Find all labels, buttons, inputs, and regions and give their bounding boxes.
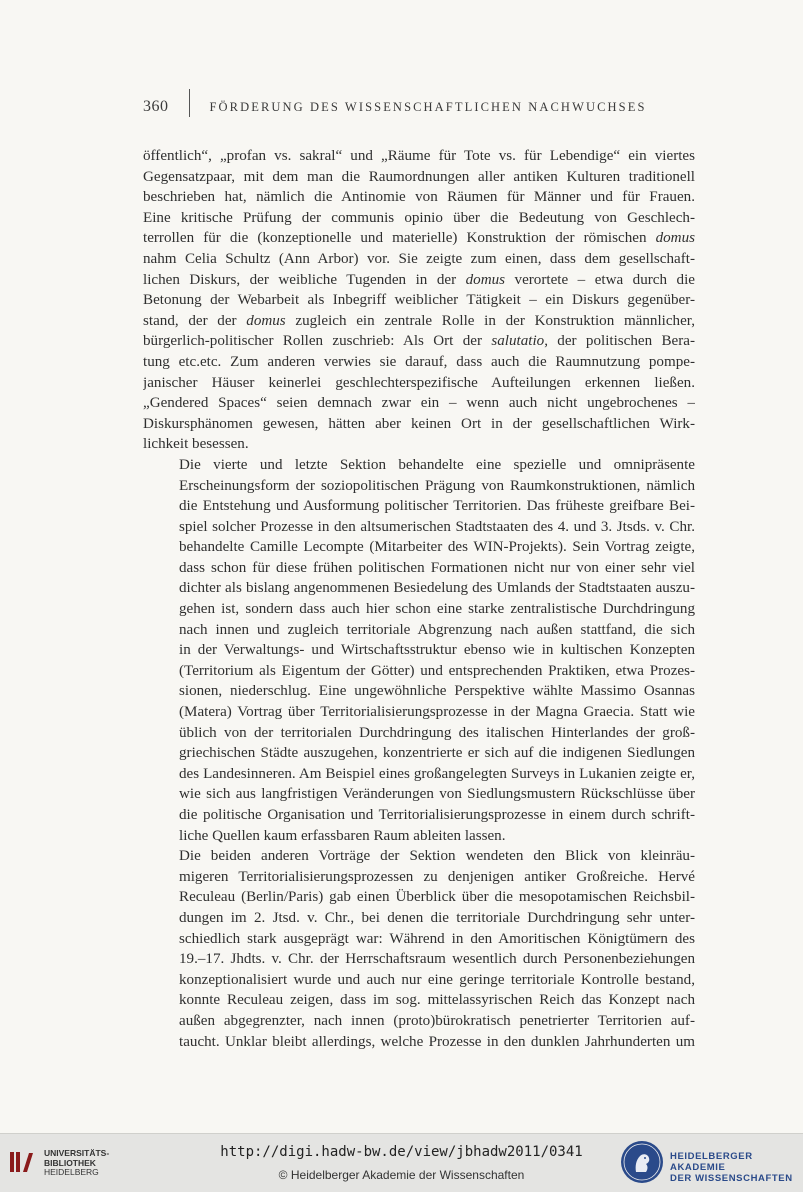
paragraph <box>143 455 695 846</box>
academy-name-line-2: DER WISSENSCHAFTEN <box>670 1173 793 1184</box>
text-line: konzeptionalisiert wurde und auch nur eine geringe territoriale Kontrolle bestand, <box>179 971 695 988</box>
paragraph <box>143 846 695 1052</box>
text-line: (Territorium als Eigentum der Götter) und entsprechenden Praktiken, etwa Prozes- <box>179 662 695 679</box>
header-divider <box>189 89 190 117</box>
text-line: Erscheinungsform der soziopolitischen Prägung von Raumkonstruktionen, nämlich <box>179 477 695 494</box>
text-line: Die beiden anderen Vorträge der Sektion wendeten den Blick von kleinräu- <box>179 848 695 865</box>
text-line: liche Quellen kaum erfassbaren Raum ableiten lassen. <box>179 827 506 844</box>
text-line: nach innen und zugleich territoriale Abgrenzung nach außen stattfand, die sich <box>179 621 695 638</box>
text-line: schiedlich stark ausgeprägt war: Während in den Amoritischen Königtümern des <box>179 930 695 947</box>
text-line: dungen im 2. Jtsd. v. Chr., bei denen die territoriale Durchdringung sehr unter- <box>179 909 695 926</box>
text-line: öffentlich“, „profan vs. sakral“ und „Räume für Tote vs. für Lebendige“ ein viertes <box>143 148 695 164</box>
text-line: lichkeit besessen. <box>143 436 249 453</box>
text-line: „Gendered Spaces“ seien demnach zwar ein – wenn auch nicht ungebrochenes – <box>143 395 695 412</box>
text-line: taucht. Unklar bleibt allerdings, welche Prozesse in den dunklen Jahrhunderten um <box>179 1033 695 1050</box>
text-line: Eine kritische Prüfung der communis opinio über die Bedeutung von Geschlech- <box>143 209 695 226</box>
copyright-notice: © Heidelberger Akademie der Wissenschaften <box>278 1168 525 1182</box>
text-line: 19.–17. Jhdts. v. Chr. der Herrschaftsraum wesentlich durch Personenbeziehungen <box>179 951 695 968</box>
text-line: janischer Häuser keinerlei geschlechterspezifische Aufteilungen erkennen ließen. <box>143 374 695 391</box>
page-number: 360 <box>143 98 169 115</box>
running-title: FÖRDERUNG DES WISSENSCHAFTLICHEN NACHWUCHSES <box>209 99 647 114</box>
text-line: Reculeau (Berlin/Paris) gab einen Überblick über die mesopotamischen Reichsbil- <box>179 889 695 906</box>
text-line: griechischen Städte auszugehen, konzentrierte er sich auf die indigenen Siedlungen <box>179 745 695 762</box>
text-line: Diskursphänomen gewesen, hätten aber keinen Ort in der gesellschaftlichen Wirk- <box>143 415 695 432</box>
academy-name-line-1: HEIDELBERGER AKADEMIE <box>670 1151 753 1173</box>
text-line: Die vierte und letzte Sektion behandelte eine spezielle und omnipräsente <box>179 456 695 473</box>
text-line: Gegensatzpaar, mit dem man die Raumordnungen aller antiken Kulturen traditionell <box>143 168 695 185</box>
text-line: dass schon für diese frühen politischen Formationen nicht nur von einer sehr viel <box>179 559 695 576</box>
footer-bar <box>0 1133 803 1192</box>
text-line: bürgerlich-politischer Rollen zuschrieb: Als Ort der salutatio, der politischen Bera- <box>143 333 695 350</box>
text-line: die politische Organisation und Territorialisierungsprozesse in einem durch schrift- <box>179 807 695 823</box>
text-line: die Entstehung und Ausformung politischer Territorien. Das früheste greifbare Bei- <box>179 498 695 515</box>
text-line: dichter als bislang angenommenen Besiedelung des Umlands der Stadtstaaten auszu- <box>179 580 695 597</box>
library-name-line-2: BIBLIOTHEK <box>44 1157 96 1168</box>
text-line: stand, der der domus zugleich ein zentrale Rolle in der Konstruktion männlicher, <box>143 312 695 329</box>
text-line: üblich von der territorialen Durchdringung des italischen Hinterlandes der groß- <box>179 724 695 741</box>
body-text <box>143 146 695 1052</box>
academy-name <box>670 1151 803 1184</box>
permalink-url[interactable]: http://digi.hadw-bw.de/view/jbhadw2011/0341 <box>220 1144 583 1160</box>
text-line: tung etc.etc. Zum anderen verwies sie darauf, dass auch die Raumnutzung pompe- <box>143 353 695 370</box>
text-line: nahm Celia Schultz (Ann Arbor) vor. Sie zeigte zum einen, dass dem gesellschaft- <box>143 250 695 267</box>
text-line: gehen ist, sondern dass auch hier schon eine starke zentralistische Durchdringung <box>179 601 695 618</box>
text-line: beschrieben hat, nämlich die Antinomie von Räumen für Männer und für Frauen. <box>143 189 695 206</box>
text-line: terrollen für die (konzeptionelle und materielle) Konstruktion der römischen domus <box>143 230 695 247</box>
text-line: spiel solcher Prozesse in den altsumerischen Stadtstaaten des 4. und 3. Jtsds. v. Chr. <box>179 518 695 535</box>
text-line: sionen, niederschlug. Eine ungewöhnliche Perspektive wählte Massimo Osannas <box>179 683 695 700</box>
text-line: wie sich aus langfristigen Veränderungen von Siedlungsmustern Rückschlüsse über <box>179 786 695 803</box>
text-line: (Matera) Vortrag über Territorialisierungsprozesse in der Magna Graecia. Statt wie <box>179 704 695 721</box>
text-line: lichen Diskurs, der weibliche Tugenden in der domus verortete – etwa durch die <box>143 271 695 288</box>
text-line: in der Verwaltungs- und Wirtschaftsstruktur ebenso wie in kultischen Konzepten <box>179 642 695 659</box>
text-line: migeren Territorialisierungsprozessen zu denjenigen antiker Großreiche. Hervé <box>179 868 695 885</box>
text-line: behandelte Camille Lecompte (Mitarbeiter des WIN-Projekts). Sein Vortrag zeigte, <box>179 539 695 556</box>
library-name-line-1: UNIVERSITÄTS- <box>44 1148 110 1158</box>
text-line: des Landesinneren. Am Beispiel eines großangelegten Surveys in Lukanien zeigte er, <box>179 765 695 782</box>
text-line: Betonung der Webarbeit als Inbegriff weiblicher Tätigkeit – ein Diskurs gegenüber- <box>143 292 695 309</box>
paragraph <box>143 146 695 455</box>
text-line: konnte Reculeau zeigen, dass im sog. mittelassyrischen Reich das Konzept nach <box>179 992 695 1009</box>
academy-seal-icon <box>619 1139 665 1185</box>
running-head <box>143 96 703 118</box>
text-line: außen abgegrenzter, nach innen (proto)bürokratisch penetrierter Territorien auf- <box>179 1012 695 1029</box>
library-name-line-3: HEIDELBERG <box>44 1167 99 1177</box>
